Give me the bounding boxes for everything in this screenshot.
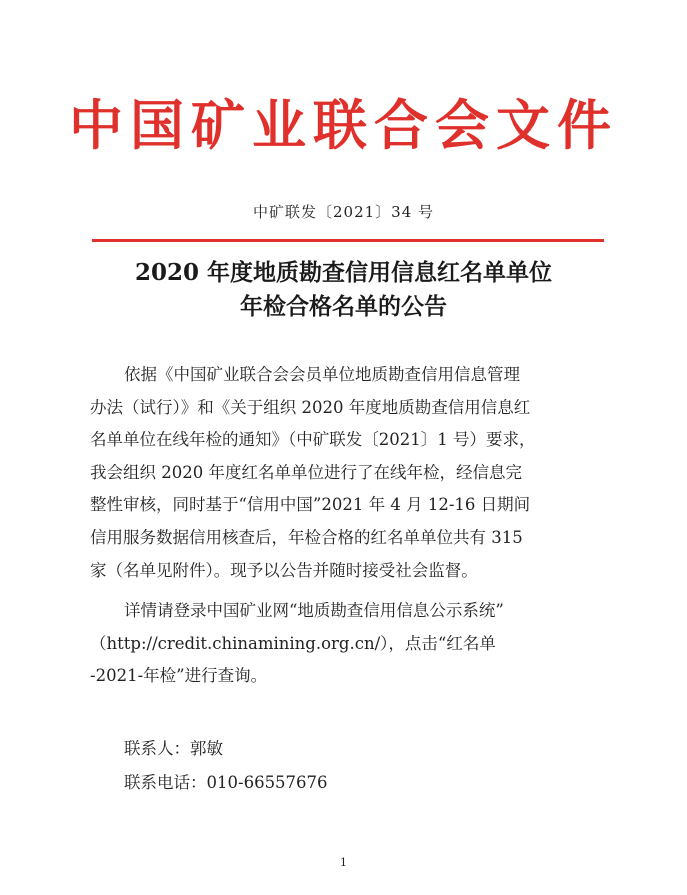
document-number: 中矿联发〔2021〕34 号: [252, 203, 435, 221]
paragraph-line: 信用服务数据信用核查后，年检合格的红名单单位共有 315: [90, 527, 523, 547]
paragraph-line: 名单单位在线年检的通知》（中矿联发〔2021〕1 号）要求，: [90, 430, 536, 450]
paragraph-line: 我会组织 2020 年度红名单单位进行了在线年检，经信息完: [90, 462, 522, 482]
announcement-title: [0, 256, 687, 324]
contact-person: [124, 732, 524, 766]
title-line-2: 年检合格名单的公告: [240, 293, 447, 320]
paragraph-line: 整性审核，同时基于“信用中国”2021 年 4 月 12-16 日期间: [90, 495, 531, 515]
paragraph-line: 详情请登录中国矿业网“地质勘查信用信息公示系统”: [124, 601, 504, 620]
title-line-1: 2020 年度地质勘查信用信息红名单单位: [134, 259, 553, 286]
contact-person-text: 联系人：郭敏: [124, 739, 223, 758]
paragraph-line: 依据《中国矿业联合会会员单位地质勘查信用信息管理: [124, 365, 520, 384]
paragraph-line: -2021-年检”进行查询。: [90, 666, 268, 686]
masthead-title: 中国矿业联合会文件: [69, 94, 618, 157]
paragraph-line: 办法（试行）》和《关于组织 2020 年度地质勘查信用信息红: [90, 397, 531, 417]
paragraph-2: [90, 595, 610, 693]
paragraph-line: （http://credit.chinamining.org.cn/），点击“红名单: [90, 633, 496, 653]
paragraph-line: 家（名单见附件）。现予以公告并随时接受社会监督。: [90, 560, 478, 580]
red-divider-line: [92, 239, 604, 242]
paragraph-1: [90, 359, 610, 587]
contact-phone-text: 联系电话：010-66557676: [124, 773, 328, 792]
contact-phone: [124, 766, 524, 800]
page-number: 1: [340, 856, 347, 869]
